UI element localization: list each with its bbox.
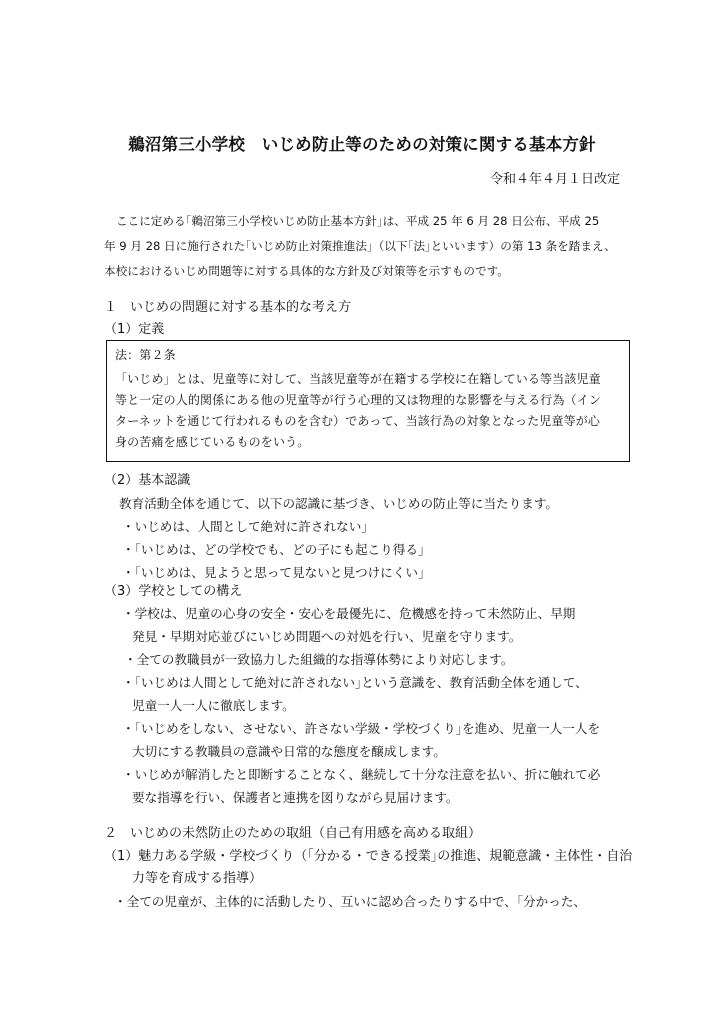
stance-item-cont: 大切にする教職員の意識や日常的な態度を醸成します。 [132, 744, 446, 759]
stance-item-cont: 発見・早期対応並びにいじめ問題への対処を行い、児童を守ります。 [132, 629, 522, 644]
stance-item: ・全ての教職員が一致協力した組織的な指導体勢により対応します。 [124, 652, 514, 667]
stance-item-cont: 要な指導を行い、保護者と連携を図りながら見届けます。 [132, 790, 459, 805]
recognition-item: ・｢いじめは、どの学校でも、どの子にも起こり得る」 [122, 542, 431, 557]
intro-line: 年 9 月 28 日に施行された｢いじめ防止対策推進法｣（以下｢法｣といいます）の第 13 条を踏まえ、 [104, 239, 616, 253]
law-text-line: 身の苦痛を感じているものをいう。 [115, 435, 310, 449]
page-title: 鵜沼第三小学校 いじめ防止等のための対策に関する基本方針 [128, 135, 596, 154]
revision-date: 令和４年４月１日改定 [489, 172, 620, 187]
law-quote-box [106, 340, 630, 462]
law-reference: 法：第２条 [115, 348, 176, 362]
basic-recognition-heading: （2）基本認識 [104, 473, 191, 488]
sub1-heading-line: 力等を育成する指導） [132, 871, 263, 886]
recognition-item: ・｢いじめは、見ようと思って見ないと見つけにくい」 [122, 565, 431, 580]
school-stance-heading: （3）学校としての構え [104, 584, 243, 599]
section-2-heading: ２ いじめの未然防止のための取組（自己有用感を高める取組） [104, 826, 482, 841]
recognition-intro: 教育活動全体を通じて、以下の認識に基づき、いじめの防止等に当たります。 [119, 496, 559, 511]
stance-item: ・｢いじめは人間として絶対に許されない｣という意識を、教育活動全体を通して、 [122, 675, 588, 690]
definition-heading: （1）定義 [104, 322, 165, 337]
law-text-line: 等と一定の人的関係にある他の児童等が行う心理的又は物理的な影響を与える行為（イン [115, 393, 602, 407]
intro-line: ここに定める｢鵜沼第三小学校いじめ防止基本方針｣は、平成 25 年 6 月 28 日公布、平成 25 [116, 214, 600, 228]
stance-item: ・いじめが解消したと即断することなく、継続して十分な注意を払い、折に触れて必 [122, 767, 601, 782]
sub1-item: ・全ての児童が、主体的に活動したり、互いに認め合ったりする中で、｢分かった、 [114, 894, 587, 909]
sub1-heading-line: （1）魅力ある学級・学校づくり（｢分かる・できる授業｣の推進、規範意識・主体性・自治 [104, 849, 633, 864]
law-text-line: ターネットを通じて行われるものを含む）であって、当該行為の対象となった児童等が心 [115, 414, 601, 428]
intro-line: 本校におけるいじめ問題等に対する具体的な方針及び対策等を示すものです。 [104, 264, 509, 278]
stance-item: ・学校は、児童の心身の安全・安心を最優先に、危機感を持って未然防止、早期 [122, 606, 576, 621]
section-1-heading: １ いじめの問題に対する基本的な考え方 [104, 300, 352, 315]
law-text-line: 「いじめ」とは、児童等に対して、当該児童等が在籍する学校に在籍している等当該児童 [115, 372, 601, 386]
stance-item: ・｢いじめをしない、させない、許さない学級・学校づくり｣を進め、児童一人一人を [122, 721, 601, 736]
stance-item-cont: 児童一人一人に徹底します。 [132, 698, 295, 713]
recognition-item: ・いじめは、人間として絶対に許されない」 [122, 519, 374, 534]
